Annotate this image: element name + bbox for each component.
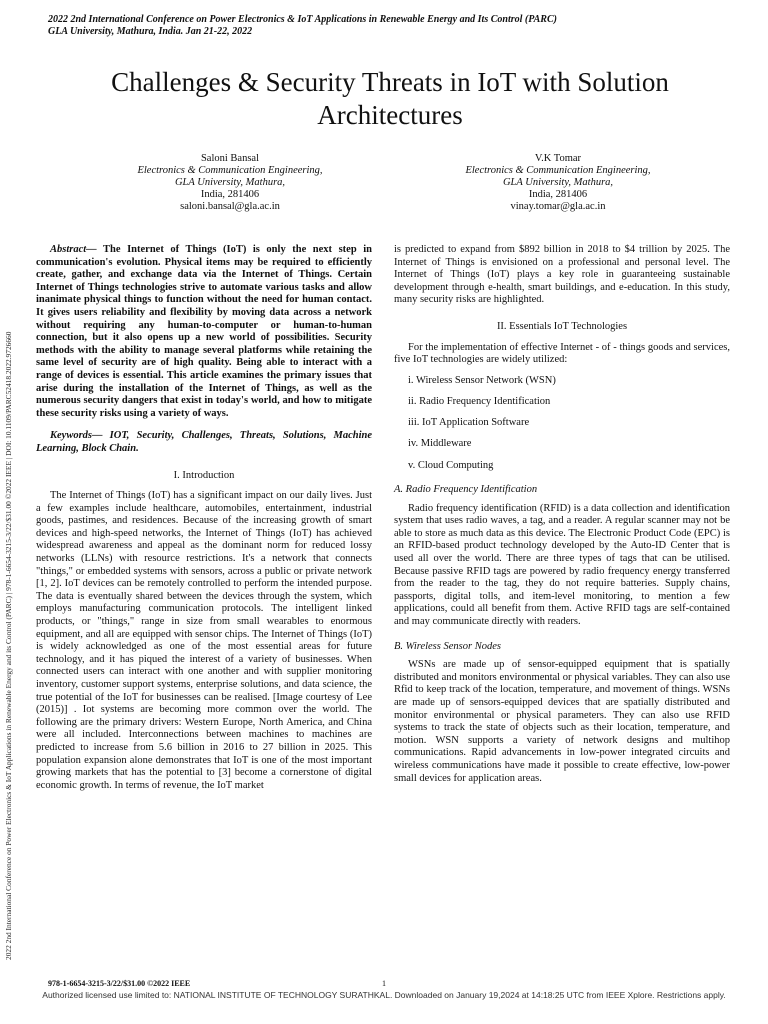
left-column [36,244,372,798]
right-column [394,244,730,791]
author-univ: GLA University, Mathura, [502,177,614,188]
subsection-heading-rfid: A. Radio Frequency Identification [394,484,538,496]
author-block-1 [100,153,360,213]
author-name: Saloni Bansal [200,153,260,164]
abstract [36,244,372,420]
author-email[interactable]: vinay.tomar@gla.ac.in [510,201,606,212]
list-item: iv. Middleware [408,438,472,450]
list-item: v. Cloud Computing [408,459,494,471]
author-dept: Electronics & Communication Engineering, [137,165,323,176]
wsn-paragraph: WSNs are made up of sensor-equipped equipment that is spatially distributed and monitors environmental or physical variables. They can also use Rfid to keep track of the location, temperature, and movement of things. WSNs are made up of sensors-equipped devices that are spatially distributed and monitor environmental or physical parameters. They can also use RFID systems to track the state of objects such as their location, temperature, and motion. WSN supports a variety of network designs and multihop communications. Rapid advancements in low-power integrated circuits and wireless communications have made it possible to create effective, low-power small devices for application areas. [394,659,730,784]
abstract-label: Abstract— [50,244,97,255]
conference-name: 2022 2nd International Conference on Power Electronics & IoT Applications in Renewable Energy and Its Control (PARC) [48,14,557,25]
page-number: 1 [382,979,386,988]
conference-venue: GLA University, Mathura, India. Jan 21-22, 2022 [48,26,253,37]
abstract-text: The Internet of Things (IoT) is only the next step in communication's evolution. Physical items may be required to efficiently create, gather, and exchange data via the Internet of Things. Certain Internet of Things technologies strive to automate various tasks and allow inanimate physical things to function without the need for human contact. It gives users reliability and flexibility by moving data across a network without requiring any human-to-computer or human-to-human connection, but it also opens up a new world of possibilities. Security methods with the ability to manage several platforms while retaining the same level of security are of high quality. Being able to interact with a range of devices is essential. This article examines the primary issues that arise during the installation of the Internet of Things, as well as the numerous security dangers that exist in today's world, and how to mitigate these security risks using a variety of ways. [36,244,372,419]
author-email[interactable]: saloni.bansal@gla.ac.in [180,201,280,212]
title-line-2: Architectures [317,100,463,130]
section-heading-essentials: II. Essentials IoT Technologies [496,320,628,332]
paper-title [40,66,740,132]
technology-list [408,375,730,472]
keywords-label: Keywords— [50,430,103,442]
conference-header [48,14,557,38]
author-location: India, 281406 [528,189,588,200]
copyright-footer: 978-1-6654-3215-3/22/$31.00 ©2022 IEEE [48,979,191,988]
essentials-intro: For the implementation of effective Internet - of - things goods and services, five IoT technologies are widely utilized: [394,341,730,366]
list-item: iii. IoT Application Software [408,417,530,429]
author-block-2 [428,153,688,213]
introduction-continued: is predicted to expand from $892 billion in 2018 to $4 trillion by 2025. The Internet of Things is envisioned on a professional and personal level. The Internet of Things (IoT) plays a key role in guaranteeing sustainable development through e-health, smart buildings, and e-education. In this study, many security risks are highlighted. [394,244,730,306]
license-notice: Authorized licensed use limited to: NATIONAL INSTITUTE OF TECHNOLOGY SURATHKAL. Downloaded on January 19,2024 at 14:18:25 UTC from IEEE Xplore. Restrictions apply. [42,990,726,1000]
subsection-heading-wsn: B. Wireless Sensor Nodes [394,640,501,652]
rfid-paragraph: Radio frequency identification (RFID) is a data collection and identification system that uses radio waves, a tag, and a reader. A regular scanner may not be able to store as much data as this device. The Electronic Product Code (EPC) is an RFID-based product technology developed by the Auto-ID Center that is used all over the world. There are three types of tags that can be utilised. Because passive RFID tags are powered by radio frequency energy transferred from the reader to the tag, they do not require batteries. Supply chains, passports, digital tolls, and item-level monitoring, to mention a few applications, could all benefit from them. Active RFID tags are self-contained and may communicate directly with readers. [394,502,730,628]
author-name: V.K Tomar [534,153,582,164]
author-dept: Electronics & Communication Engineering, [465,165,651,176]
keywords [36,430,372,455]
section-heading-introduction: I. Introduction [173,469,235,481]
introduction-paragraph: The Internet of Things (IoT) has a significant impact on our daily lives. Just a few examples include healthcare, automobiles, entertainment, industrial goods, pastimes, and residences. Because of the increasing growth of smart devices and high-speed networks, the Internet of Things (IoT) has achieved widespread awareness and appeal as the dominant norm for reduced lossy networks (LLNs) with resource restrictions. It's a network that connects "things," or embedded systems with sensors, across a public or private network [1, 2]. IoT devices can be remotely controlled to perform the intended purpose. The data is eventually shared between the devices through the system, which employs manufacturing communication protocols. The intelligent linked products, or "things," range in size from small wearables to enormous equipment, and all are equipped with sensor chips. The Internet of Things (IoT) is widely acknowledged as one of the most essential areas for future technology, and it has piqued the interest of a variety of businesses. When connected users can interact with one another and with supplier monitoring inventory, customer support systems, enterprise solutions, and data science, the true potential of the IoT for businesses can be realised. [Image courtesy of Lee (2015)] . Iot systems are becoming more common over the world. The following are the primary drivers: Western Europe, North America, and China were all included. Interconnections between machines to machines are predicted to increase from 5.6 billion in 2016 to 27 billion in 2025. This population expansion alone demonstrates that IoT is one of the most important growing markets that has the potential to [3] become a cornerstone of digital economic growth. In terms of revenue, the IoT market [36,490,372,791]
author-univ: GLA University, Mathura, [174,177,286,188]
list-item: ii. Radio Frequency Identification [408,395,551,407]
keywords-text: IOT, Security, Challenges, Threats, Solutions, Machine Learning, Block Chain. [36,430,372,454]
author-location: India, 281406 [200,189,260,200]
title-line-1: Challenges & Security Threats in IoT with Solution [111,67,669,97]
list-item: i. Wireless Sensor Network (WSN) [408,374,556,386]
side-doi-text: 2022 2nd International Conference on Power Electronics & IoT Applications in Renewable Energy and its Control (PARC) | 978-1-6654-3215-3/22/$31.00 ©2022 IEEE | DOI: 10.1109/PARC52418.2022.9726660 [4,331,13,960]
